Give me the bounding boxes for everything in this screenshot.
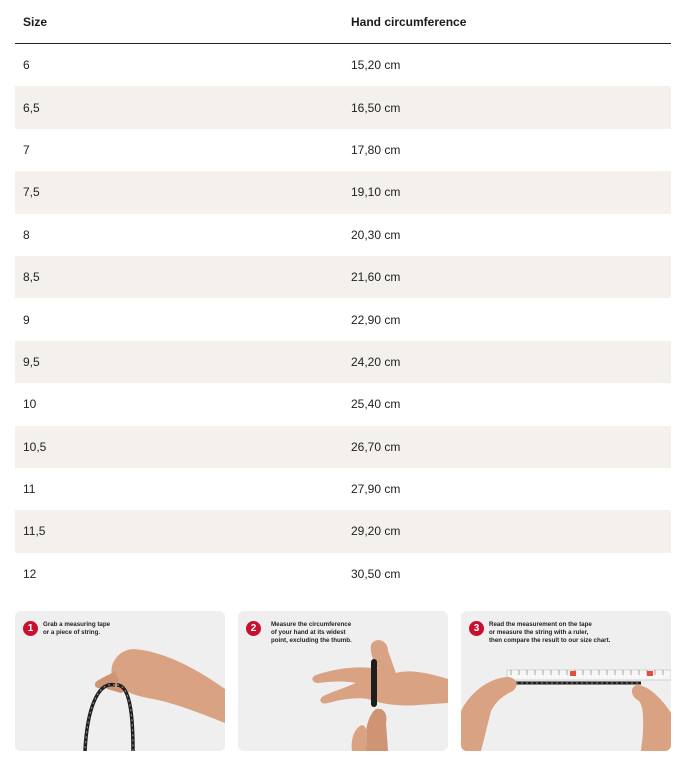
size-cell: 12 (23, 566, 37, 581)
size-cell: 10,5 (15, 426, 351, 468)
table-row (15, 44, 671, 87)
step-number-badge: 2 (246, 621, 261, 636)
table-row (15, 298, 671, 340)
circumference-cell: 21,60 cm (351, 256, 671, 298)
circumference-cell: 26,70 cm (351, 426, 671, 468)
column-header-hand-circumference: Hand circumference (351, 0, 671, 44)
circumference-cell: 24,20 cm (351, 341, 671, 383)
step-card-2 (238, 611, 448, 751)
step-instruction-text: Grab a measuring tape or a piece of string. (43, 621, 111, 636)
table-row (15, 341, 671, 383)
size-cell: 8 (23, 227, 30, 242)
size-cell: 8,5 (15, 256, 351, 298)
size-cell: 6 (23, 58, 30, 73)
size-cell: 6,5 (15, 86, 351, 128)
table-row (15, 129, 671, 171)
size-cell: 9,5 (15, 341, 351, 383)
step-card-3 (461, 611, 671, 751)
circumference-cell: 25,40 cm (351, 397, 401, 412)
table-row (15, 510, 671, 552)
table-row (15, 426, 671, 468)
circumference-cell: 27,90 cm (351, 482, 401, 497)
step-instruction-text: Read the measurement on the tape or measure the string with a ruler, then compare the result to our size chart. (489, 621, 611, 644)
circumference-cell: 15,20 cm (351, 58, 401, 73)
circumference-cell: 17,80 cm (351, 142, 401, 157)
table-row (15, 256, 671, 298)
table-header-row (15, 0, 671, 44)
step-instruction-text: Measure the circumference of your hand at its widest point, excluding the thumb. (271, 621, 352, 644)
size-cell: 10 (23, 397, 37, 412)
size-cell: 7 (23, 142, 30, 157)
circumference-cell: 19,10 cm (351, 171, 671, 213)
table-row (15, 171, 671, 213)
size-table (15, 0, 671, 595)
size-cell: 7,5 (15, 171, 351, 213)
size-cell: 11 (23, 482, 36, 497)
measuring-instructions (15, 611, 671, 751)
table-row (15, 86, 671, 128)
column-header-size: Size (15, 0, 351, 44)
circumference-cell: 20,30 cm (351, 227, 401, 242)
circumference-cell: 22,90 cm (351, 312, 401, 327)
table-body (15, 44, 671, 596)
circumference-cell: 16,50 cm (351, 86, 671, 128)
circumference-cell: 29,20 cm (351, 510, 671, 552)
circumference-cell: 30,50 cm (351, 566, 401, 581)
size-cell: 9 (23, 312, 30, 327)
table-row (15, 214, 671, 256)
step-card-1 (15, 611, 225, 751)
step-number-badge: 3 (469, 621, 484, 636)
table-row (15, 383, 671, 425)
step-number-badge: 1 (23, 621, 38, 636)
table-row (15, 553, 671, 595)
table-row (15, 468, 671, 510)
size-cell: 11,5 (15, 510, 351, 552)
